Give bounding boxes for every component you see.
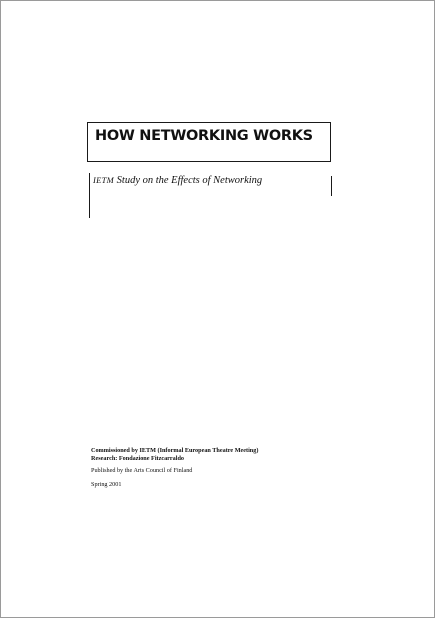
left-vertical-rule [89, 173, 90, 218]
subtitle-text: Study on the Effects of Networking [114, 175, 263, 186]
research-line: Research: Fondazione Fitzcarraldo [91, 454, 185, 462]
document-title: HOW NETWORKING WORKS [95, 128, 313, 144]
credits-block [91, 447, 258, 463]
subtitle-acronym: IETM [93, 175, 115, 185]
publisher-line: Published by the Arts Council of Finland [91, 467, 193, 474]
title-box [87, 122, 331, 162]
right-vertical-rule [331, 176, 332, 196]
commissioned-by-line: Commissioned by IETM (Informal European Theatre Meeting) [91, 447, 259, 454]
publication-date: Spring 2001 [91, 481, 122, 488]
document-subtitle [93, 175, 262, 186]
